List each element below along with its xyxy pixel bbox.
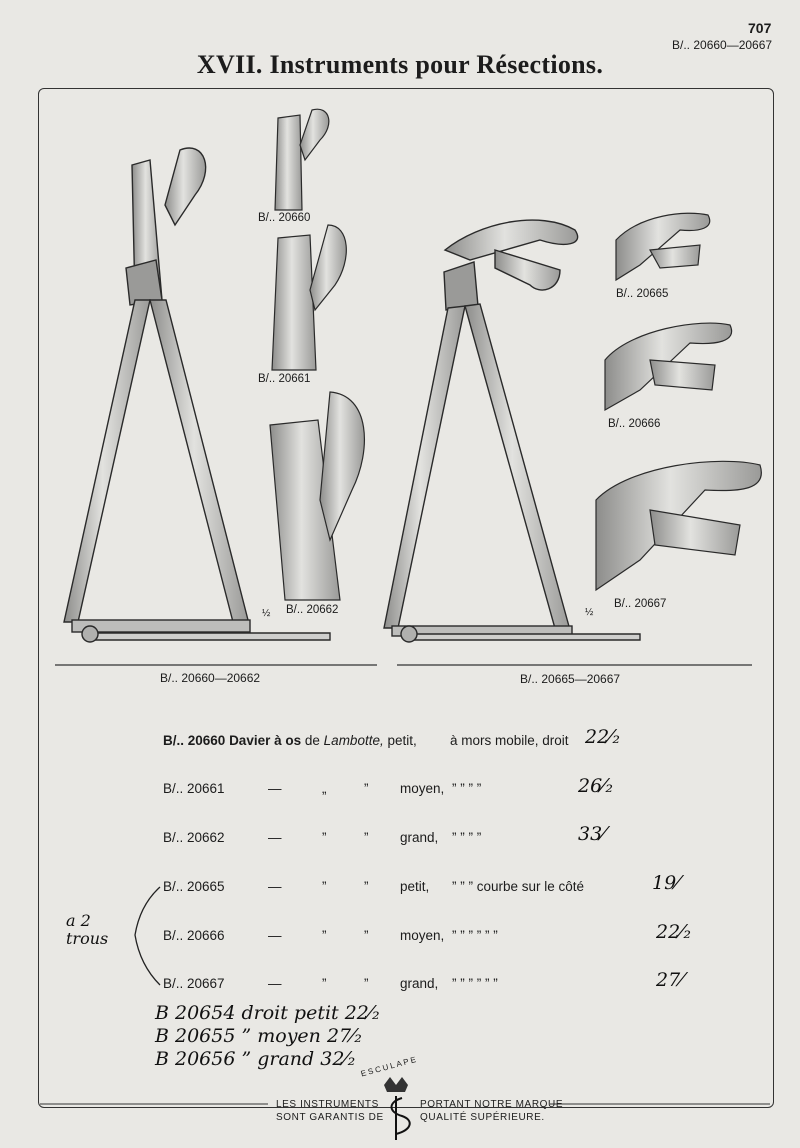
item-desc: ” ” ” ” ” ” [452,976,498,991]
item-ditto: ” [364,830,369,845]
item-size: petit, [400,879,430,894]
item-ditto: ” [364,928,369,943]
footer-left-line2: SONT GARANTIS DE [276,1112,384,1123]
item-size: moyen, [400,928,445,943]
group-caption-right: B/.. 20665—20667 [520,672,621,686]
item-author: Lambotte, [323,733,384,748]
item-ref: B/.. 20660 [163,733,226,748]
item-desc: ” ” ” ” [452,781,482,796]
jaw-head-20661-illustration [272,225,346,370]
handwritten-line: B 20654 droit petit 22⁄₂ [155,1002,380,1024]
item-ditto: ” [364,976,369,991]
item-ditto: ” [322,830,327,845]
scale-half-right: ½ [585,607,594,618]
jaw-head-20666-illustration [605,323,732,410]
item-price-handwritten: 26⁄₂ [578,775,613,797]
item-desc: à mors mobile, droit [450,733,569,748]
item-desc: ” ” ” ” [452,830,482,845]
item-price-handwritten: 22⁄₂ [656,921,691,943]
logo-text: ESCULAPE [359,1054,419,1079]
item-price-handwritten: 19⁄ [652,872,680,894]
list-item [163,733,417,748]
jaw-head-20667-illustration [596,461,761,590]
item-size: petit, [387,733,417,748]
item-name: Davier à os [229,733,302,748]
margin-note-handwritten: a 2 trous [66,911,109,948]
item-ditto: „ [322,781,327,796]
item-ref: B/.. 20662 [163,830,225,845]
footer-left [276,1098,384,1124]
item-ref: B/.. 20665 [163,879,225,894]
item-ref: B/.. 20667 [163,976,225,991]
handwritten-line: B 20655 ” moyen 27⁄₂ [155,1025,362,1047]
item-dash: — [268,830,282,845]
item-dash: — [268,976,282,991]
item-ditto: ” [322,879,327,894]
esculape-logo [384,1077,410,1140]
footer-right [420,1098,563,1124]
item-de: de [304,733,320,748]
jaw-head-20662-illustration [270,392,364,600]
footer-right-line1: PORTANT NOTRE MARQUE [420,1099,564,1110]
item-ditto: ” [364,781,369,796]
caption-20665: B/.. 20665 [616,288,669,300]
page-range: B/.. 20660—20667 [672,38,773,52]
item-ref: B/.. 20666 [163,928,225,943]
item-ditto: ” [322,976,327,991]
item-ref: B/.. 20661 [163,781,225,796]
item-price-handwritten: 33⁄ [578,823,606,845]
item-price-handwritten: 27⁄ [656,969,684,991]
group-caption-left: B/.. 20660—20662 [160,671,261,685]
item-dash: — [268,781,282,796]
handwritten-line: B 20656 ” grand 32⁄₂ [155,1048,356,1070]
jaw-head-20665-illustration [616,213,710,280]
item-size: grand, [400,830,439,845]
item-dash: — [268,879,282,894]
caption-20666: B/.. 20666 [608,418,661,430]
page-title: XVII. Instruments pour Résections. [196,50,604,79]
item-size: grand, [400,976,439,991]
footer-right-line2: QUALITÉ SUPÉRIEURE. [420,1112,545,1123]
item-price-handwritten: 22⁄₂ [585,726,620,748]
caption-20667: B/.. 20667 [614,598,667,610]
scale-half-left: ½ [262,608,271,619]
item-desc: ” ” ” courbe sur le côté [452,879,585,894]
item-ditto: ” [322,928,327,943]
item-size: moyen, [400,781,445,796]
footer-left-line1: LES INSTRUMENTS [276,1099,379,1110]
caption-20660: B/.. 20660 [258,212,311,224]
caption-20661: B/.. 20661 [258,373,311,385]
item-ditto: ” [364,879,369,894]
jaw-head-20660-illustration [275,109,329,210]
caption-20662: B/.. 20662 [286,604,339,616]
item-desc: ” ” ” ” ” ” [452,928,498,943]
item-dash: — [268,928,282,943]
page-number: 707 [748,20,772,36]
